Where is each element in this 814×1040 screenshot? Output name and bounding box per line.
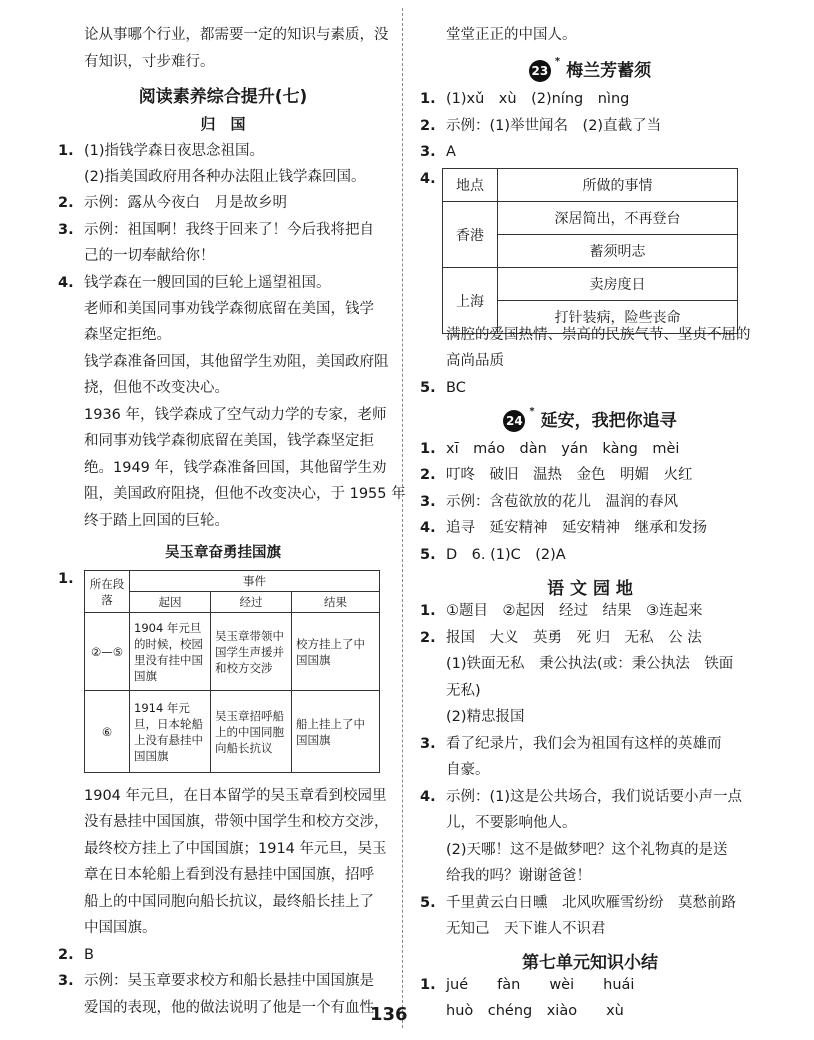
table-cell: 上海 [443, 268, 498, 334]
table-cell: 吴玉章招呼船上的中国同胞向船长抗议 [211, 691, 292, 773]
table-cell: ②—⑤ [85, 613, 130, 691]
answer-sub: huò chéng xiào xù [446, 1003, 624, 1019]
table-header: 结果 [292, 592, 380, 613]
lesson-number-badge: 23 [529, 60, 551, 82]
answer-sub: 森坚定拒绝。 [84, 327, 171, 343]
answer-sub: 1904 年元旦，在日本留学的吴玉章看到校园里 [84, 788, 387, 804]
answer-item: 1. (1)指钱学森日夜思念祖国。 [58, 143, 265, 159]
answer-sub: 无知己 天下谁人不识君 [446, 921, 606, 937]
story-title: 归 国 [200, 115, 246, 133]
table-header: 地点 [443, 169, 498, 202]
answer-sub: 爱国的表现，他的做法说明了他是一个有血性、 [84, 1000, 389, 1016]
answer-item: 5. 千里黄云白日曛 北风吹雁雪纷纷 莫愁前路 [420, 895, 736, 911]
answer-sub: 老师和美国同事劝钱学森彻底留在美国，钱学 [84, 301, 374, 317]
answer-sub: 1936 年，钱学森成了空气动力学的专家，老师 [84, 407, 387, 423]
answer-item: 5. BC [420, 380, 466, 396]
table-cell: 蓄须明志 [498, 235, 738, 268]
table-cell: 校方挂上了中国国旗 [292, 613, 380, 691]
answer-sub: 挠，但他不改变决心。 [84, 380, 229, 396]
table-cell: 卖房度日 [498, 268, 738, 301]
lesson-title: 24* 延安，我把你追寻 [420, 406, 760, 432]
table-header: 起因 [130, 592, 211, 613]
section-title: 阅读素养综合提升(七) [138, 87, 308, 107]
answer-sub: 最终校方挂上了中国国旗；1914 年元旦，吴玉 [84, 841, 387, 857]
story-title: 吴玉章奋勇挂国旗 [165, 545, 281, 561]
table-header: 所做的事情 [498, 169, 738, 202]
answer-item: 1. xī máo dàn yán kàng mèi [420, 441, 680, 457]
table-cell: 1904 年元旦的时候，校园里没有挂中国国旗 [130, 613, 211, 691]
answer-item: 4. [420, 171, 436, 187]
answer-item: 1. ①题目 ②起因 经过 结果 ③连起来 [420, 603, 703, 619]
text-line: 论从事哪个行业，都需要一定的知识与素质，没 [84, 27, 389, 43]
answer-sub: 无私) [446, 683, 481, 699]
answer-sub: (2)天哪！这不是做梦吧？这个礼物真的是送 [446, 842, 728, 858]
answer-item: 3. 示例：祖国啊！我终于回来了！今后我将把自 [58, 222, 374, 238]
table-cell: 香港 [443, 202, 498, 268]
table-header: 所在段落 [85, 571, 130, 613]
answer-sub: (1)铁面无私 秉公执法(或：秉公执法 铁面 [446, 656, 734, 672]
table-cell: ⑥ [85, 691, 130, 773]
answer-sub: (2)指美国政府用各种办法阻止钱学森回国。 [84, 169, 366, 185]
answer-sub: 船上的中国同胞向船长抗议，最终船长挂上了 [84, 894, 374, 910]
answer-item: 2. 示例：露从今夜白 月是故乡明 [58, 195, 287, 211]
table-cell: 1914 年元旦，日本轮船上没有悬挂中国国旗 [130, 691, 211, 773]
answer-sub: 章在日本轮船上看到没有悬挂中国国旗，招呼 [84, 867, 374, 883]
answer-item: 2. B [58, 947, 94, 963]
answer-item: 3. 示例：吴玉章要求校方和船长悬挂中国国旗是 [58, 973, 374, 989]
table-header: 经过 [211, 592, 292, 613]
answer-item: 5. D 6. (1)C (2)A [420, 547, 566, 563]
answer-item: 1. [58, 571, 74, 587]
answer-sub: 钱学森准备回国，其他留学生劝阻，美国政府阻 [84, 354, 389, 370]
star-icon: * [529, 406, 535, 417]
answer-item: 3. A [420, 144, 456, 160]
text-line: 有知识，寸步难行。 [84, 54, 215, 70]
answer-sub: 高尚品质 [446, 353, 504, 369]
answer-item: 4. 钱学森在一艘回国的巨轮上遥望祖国。 [58, 275, 331, 291]
column-divider [402, 8, 403, 1028]
answer-sub: 给我的吗？谢谢爸爸！ [446, 868, 591, 884]
section-title: 语 文 园 地 [547, 579, 633, 599]
places-table [442, 168, 738, 334]
answer-sub: 儿，不要影响他人。 [446, 815, 577, 831]
answer-sub: (2)精忠报国 [446, 709, 525, 725]
answer-sub: 绝。1949 年，钱学森准备回国，其他留学生劝 [84, 460, 387, 476]
answer-item: 2. 报国 大义 英勇 死 归 无私 公 法 [420, 630, 702, 646]
answer-item: 1. (1)xǔ xù (2)níng nìng [420, 91, 630, 107]
answer-item: 4. 示例：(1)这是公共场合，我们说话要小声一点 [420, 789, 743, 805]
answer-sub: 自豪。 [446, 762, 490, 778]
answer-item: 3. 示例：含苞欲放的花儿 温润的春风 [420, 494, 678, 510]
answer-item: 3. 看了纪录片，我们会为祖国有这样的英雄而 [420, 736, 722, 752]
section-title: 第七单元知识小结 [522, 953, 658, 973]
answer-item: 2. 叮咚 破旧 温热 金色 明媚 火红 [420, 467, 693, 483]
page-number: 136 [370, 1004, 408, 1025]
answer-sub: 和同事劝钱学森彻底留在美国，钱学森坚定拒 [84, 433, 374, 449]
answer-sub: 己的一切奉献给你！ [84, 248, 215, 264]
answer-item: 4. 追寻 延安精神 延安精神 继承和发扬 [420, 520, 707, 536]
table-cell: 船上挂上了中国国旗 [292, 691, 380, 773]
lesson-title: 23* 梅兰芳蓄须 [420, 56, 760, 82]
events-table [84, 570, 380, 773]
table-cell: 打针装病，险些丧命 [498, 301, 738, 334]
text-line: 堂堂正正的中国人。 [446, 27, 577, 43]
table-cell: 吴玉章带领中国学生声援并和校方交涉 [211, 613, 292, 691]
answer-item: 2. 示例：(1)举世闻名 (2)直截了当 [420, 118, 662, 134]
answer-sub: 没有悬挂中国国旗，带领中国学生和校方交涉， [84, 814, 389, 830]
answer-sub: 阻，美国政府阻挠，但他不改变决心，于 1955 年 [84, 486, 406, 502]
answer-sub: 满腔的爱国热情、崇高的民族气节、坚贞不屈的 [446, 327, 751, 343]
table-cell: 深居简出，不再登台 [498, 202, 738, 235]
answer-item: 1. jué fàn wèi huái [420, 977, 635, 993]
lesson-number-badge: 24 [503, 410, 525, 432]
answer-sub: 中国国旗。 [84, 920, 157, 936]
answer-sub: 终于踏上回国的巨轮。 [84, 513, 229, 529]
star-icon: * [554, 56, 561, 67]
table-header: 事件 [130, 571, 380, 592]
